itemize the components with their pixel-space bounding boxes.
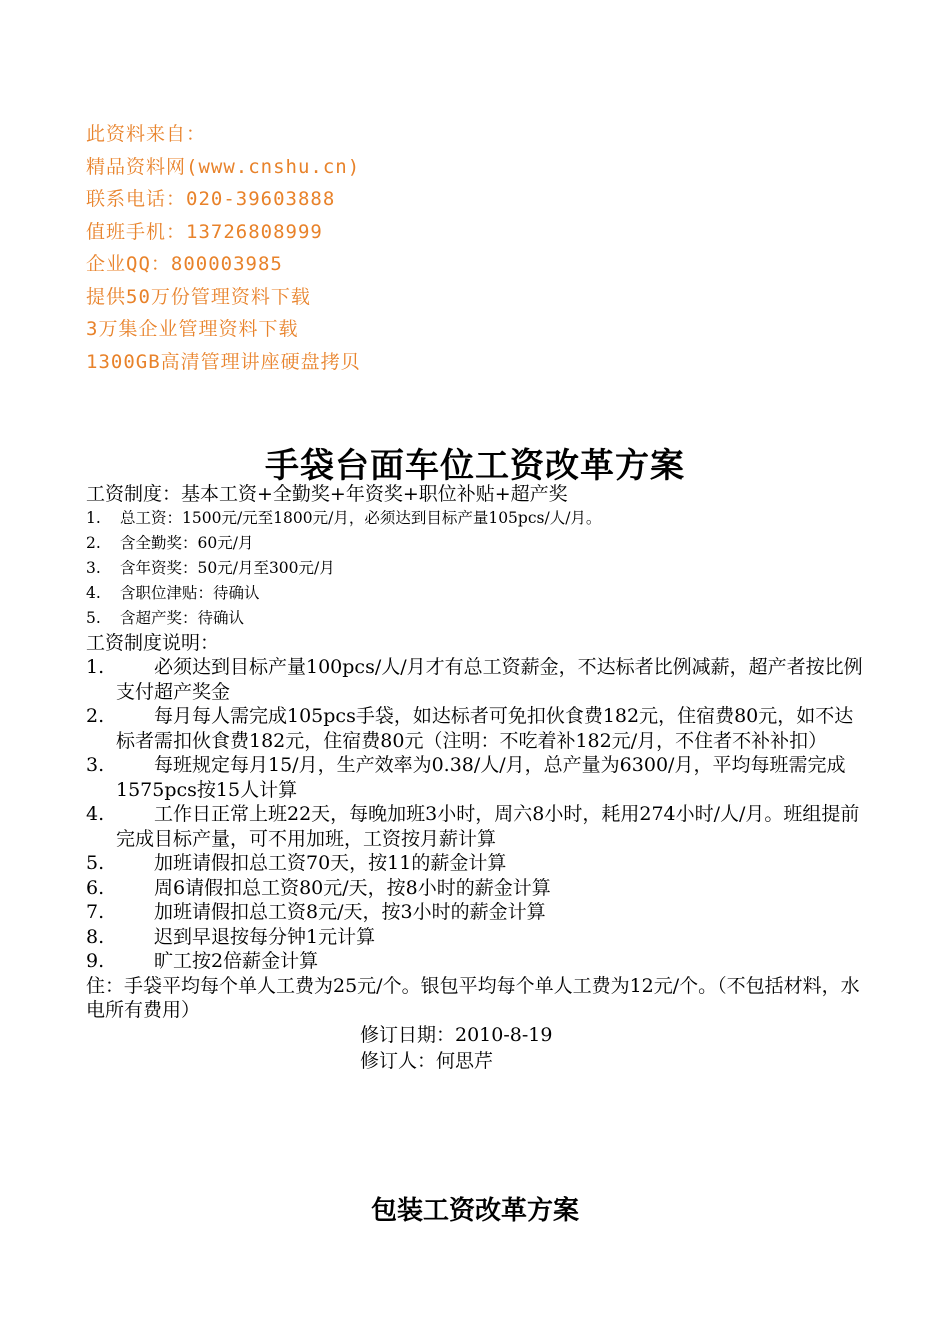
system-item [86,606,866,631]
source-line: 精品资料网(www.cnshu.cn) [86,155,361,178]
explain-item [86,704,866,753]
item-number: 9. [86,950,105,972]
explain-heading: 工资制度说明： [86,632,220,654]
reviser: 修订人：何思芹 [360,1049,494,1072]
item-text: 含超产奖：待确认 [120,609,245,627]
item-text: 含年资奖：50元/月至300元/月 [120,559,335,577]
item-number: 3. [86,754,105,776]
item-number: 5. [86,609,101,627]
salary-system-line: 工资制度：基本工资+全勤奖+年资奖+职位补贴+超产奖 [86,483,568,505]
item-text: 总工资：1500元/元至1800元/月，必须达到目标产量105pcs/人/月。 [120,509,602,527]
item-number: 4. [86,803,105,825]
item-text: 迟到早退按每分钟1元计算 [154,925,376,948]
revision-block [86,1022,866,1074]
item-number: 3. [86,559,101,577]
document-title: 手袋台面车位工资改革方案 [265,446,685,486]
second-section-title: 包装工资改革方案 [370,1196,579,1226]
item-text: 含职位津贴：待确认 [120,584,260,602]
item-number: 5. [86,852,105,874]
item-number: 2. [86,534,101,552]
explain-item [86,949,866,974]
system-item [86,531,866,556]
explain-item [86,851,866,876]
item-text: 工作日正常上班22天，每晚加班3小时，周六8小时，耗用274小时/人/月。班组提前完成目标产量，可不用加班，工资按月薪计算 [116,803,860,850]
explain-item [86,802,866,851]
source-line: 联系电话：020-39603888 [86,188,336,210]
explain-item [86,753,866,802]
cost-note: 住：手袋平均每个单人工费为25元/个。银包平均每个单人工费为12元/个。（不包括材料，水电所有费用） [86,974,860,1021]
source-line: 企业QQ：800003985 [86,253,283,275]
revision-date: 修订日期：2010-8-19 [360,1023,553,1046]
item-number: 8. [86,925,105,948]
item-text: 加班请假扣总工资8元/天，按3小时的薪金计算 [154,901,546,923]
item-text: 每月每人需完成105pcs手袋，如达标者可免扣伙食费182元，住宿费80元，如不达标者需扣伙食费182元，住宿费80元（注明：不吃着补182元/月，不住者不补补扣） [116,705,854,752]
item-number: 1. [86,656,105,678]
explain-item [86,925,866,950]
item-text: 周6请假扣总工资80元/天，按8小时的薪金计算 [154,876,551,899]
system-item [86,581,866,606]
explain-item [86,655,866,704]
source-line: 此资料来自： [86,123,207,145]
source-line: 1300GB高清管理讲座硬盘拷贝 [86,350,361,373]
item-number: 6. [86,876,105,899]
item-text: 旷工按2倍薪金计算 [154,950,319,972]
explain-item [86,900,866,925]
system-item [86,506,866,531]
item-number: 7. [86,901,105,923]
source-line: 提供50万份管理资料下载 [86,285,311,308]
system-item [86,556,866,581]
item-text: 必须达到目标产量100pcs/人/月才有总工资薪金，不达标者比例减薪，超产者按比例支付超产奖金 [116,656,863,703]
item-text: 加班请假扣总工资70天，按11的薪金计算 [154,852,507,874]
item-number: 4. [86,584,101,602]
item-number: 2. [86,705,105,727]
item-number: 1. [86,509,101,527]
item-text: 含全勤奖：60元/月 [120,534,254,552]
item-text: 每班规定每月15/月，生产效率为0.38/人/月，总产量为6300/月，平均每班需完成1575pcs按15人计算 [116,754,846,801]
source-info-block [86,118,361,378]
explain-item [86,876,866,901]
document-body [86,482,866,1074]
source-line: 值班手机：13726808999 [86,220,323,243]
source-line: 3万集企业管理资料下载 [86,318,299,340]
